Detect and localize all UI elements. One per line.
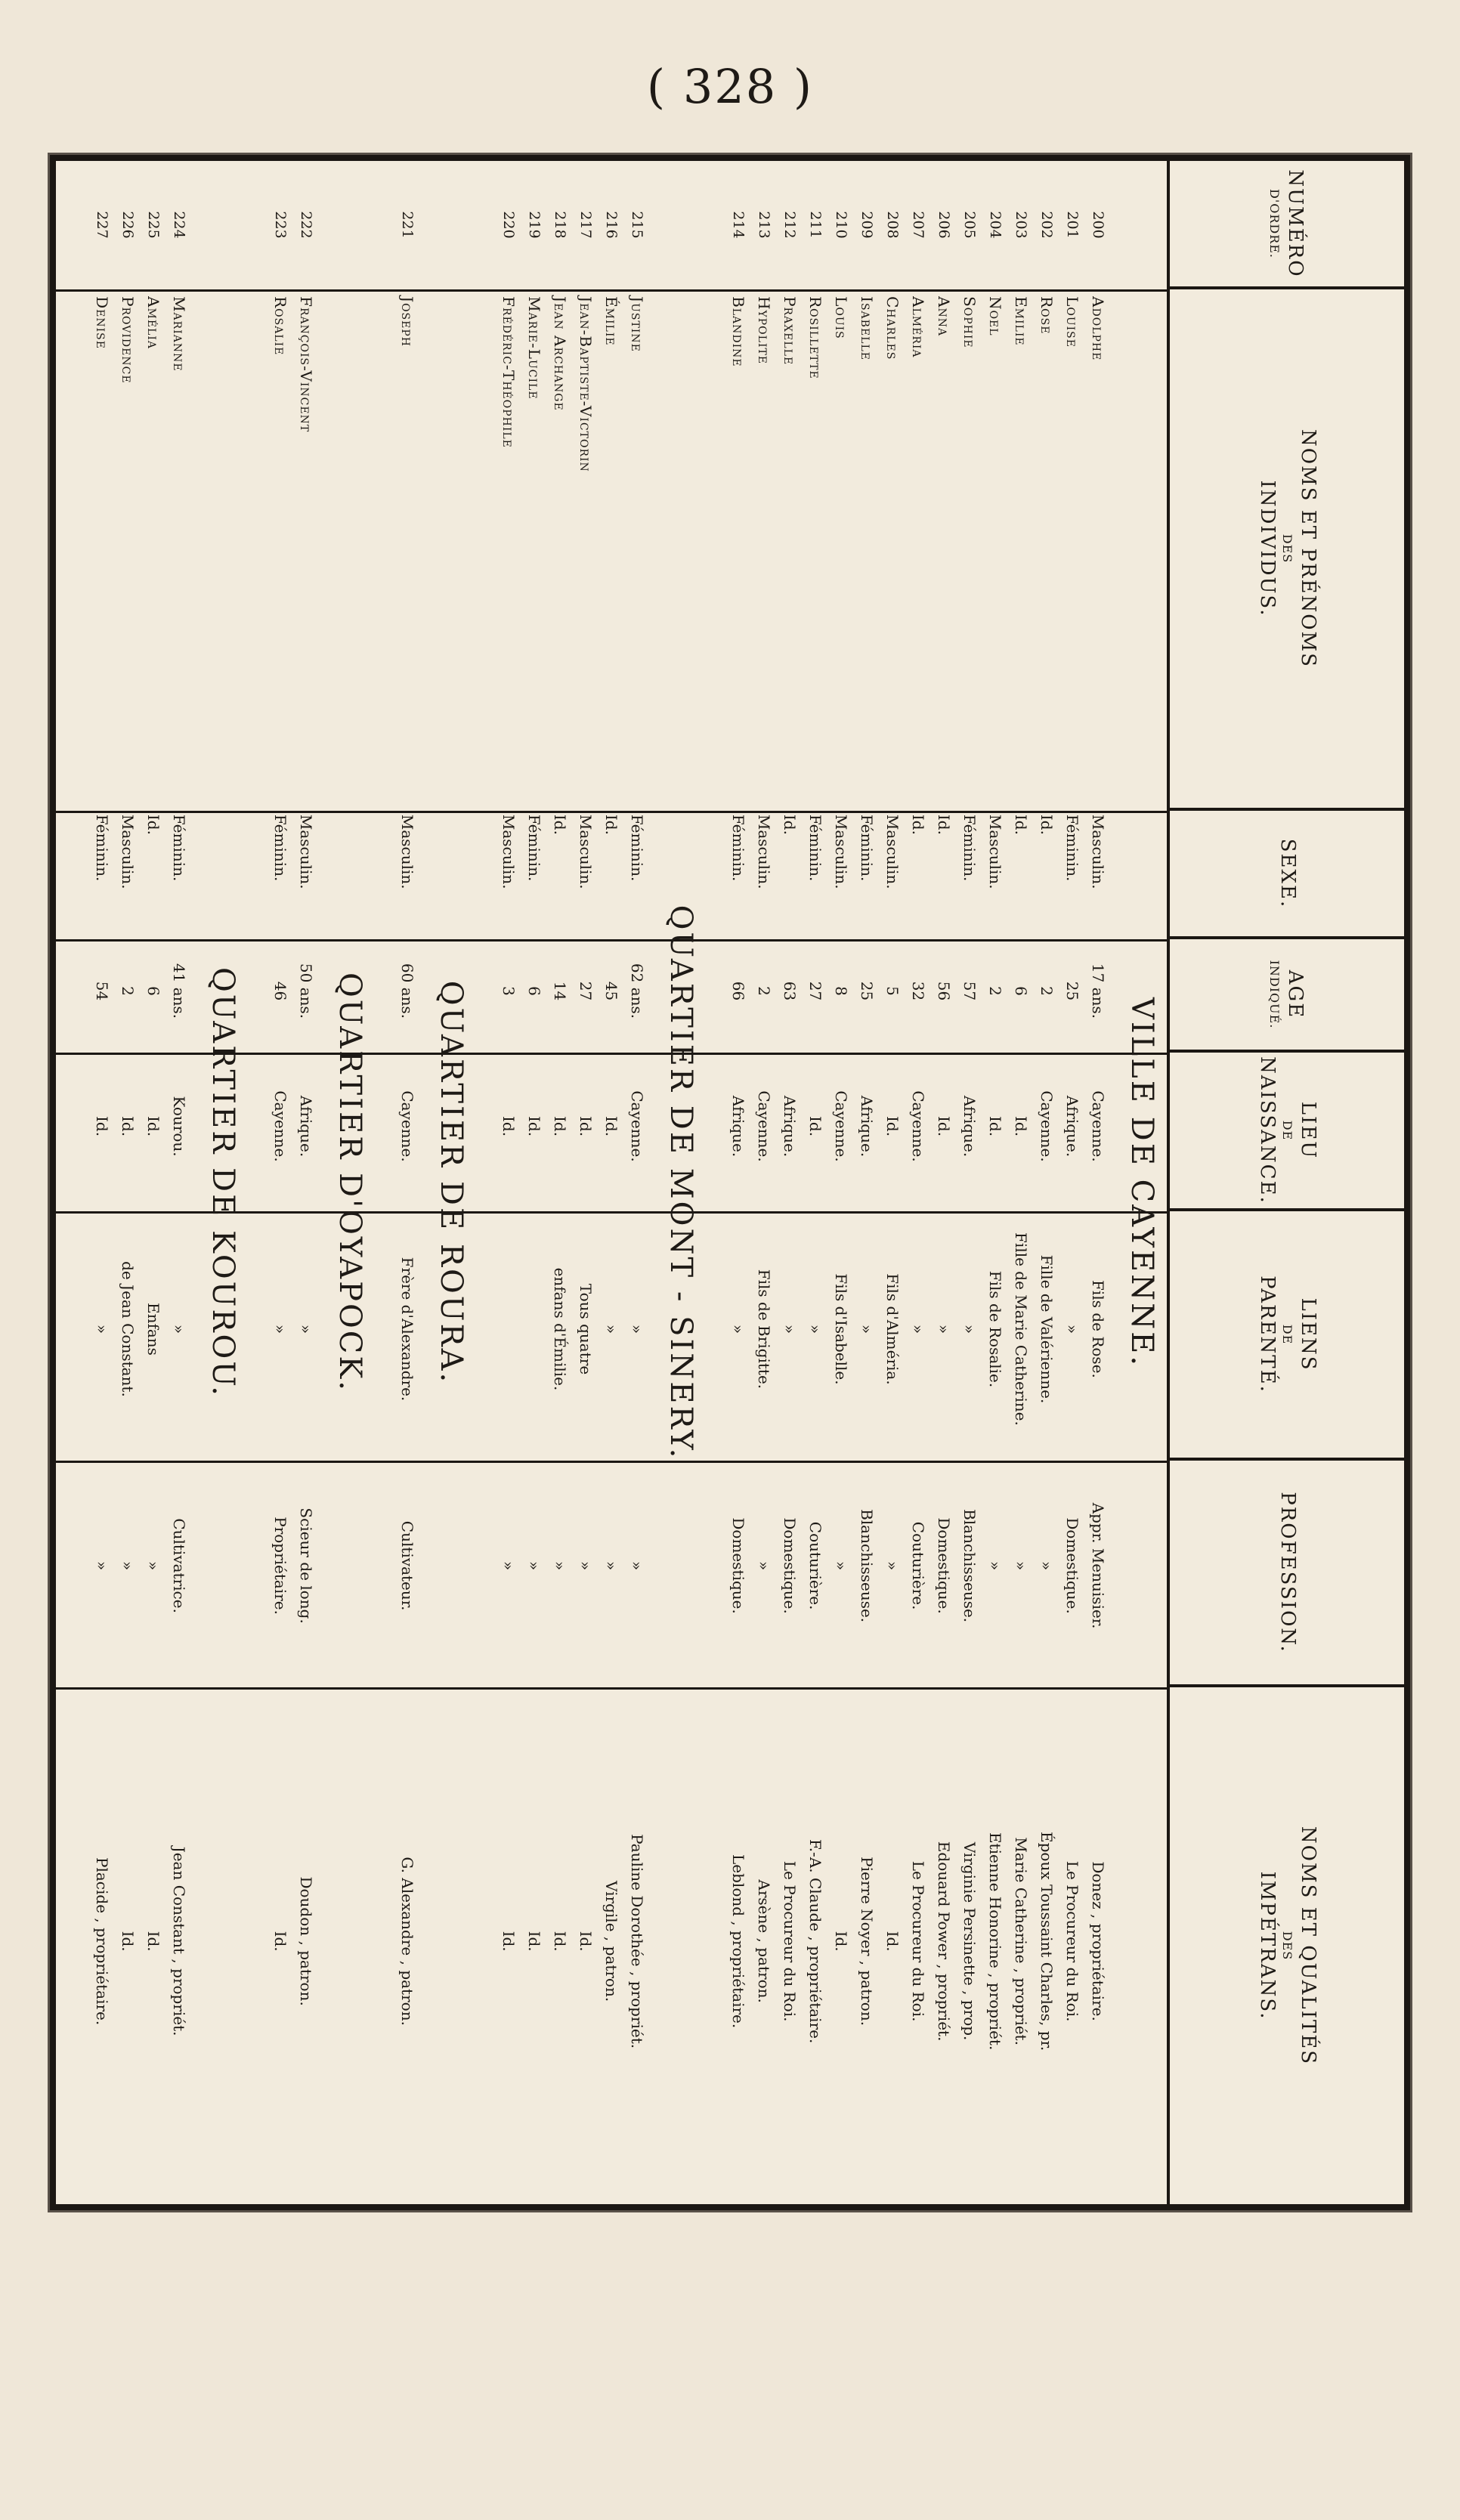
cell-impetrans: Pierre Noyer , patron. — [858, 1857, 876, 2027]
cell-liens: » — [806, 1324, 824, 1334]
cell-num: 220 — [500, 211, 517, 239]
cell-liens: Enfans — [144, 1302, 162, 1356]
header-liens-line1: LIENS — [1297, 1297, 1320, 1371]
table-row — [1034, 161, 1059, 2204]
cell-sexe: Masculin. — [119, 814, 137, 889]
cell-lieu: Cayenne. — [909, 1090, 927, 1162]
cell-name: Marie-Lucile — [525, 296, 543, 400]
cell-impetrans: Id. — [144, 1931, 162, 1952]
cell-name: Anna — [935, 296, 953, 337]
table-row — [905, 161, 931, 2204]
cell-age: 41 ans. — [170, 963, 188, 1019]
cell-name: Denise — [93, 296, 111, 349]
cell-age: 25 — [858, 981, 876, 1001]
cell-profession: Couturière. — [806, 1521, 824, 1610]
cell-liens: Fils de Brigitte. — [755, 1269, 773, 1390]
cell-impetrans: Le Procureur du Roi. — [781, 1860, 799, 2022]
cell-impetrans: G. Alexandre , patron. — [398, 1857, 416, 2026]
cell-impetrans: Id. — [883, 1931, 902, 1952]
cell-name: Marianne — [170, 296, 188, 372]
cell-liens: » — [960, 1324, 979, 1334]
cell-liens: » — [858, 1324, 876, 1334]
cell-liens: » — [628, 1324, 646, 1334]
section-title: QUARTIER DE ROURA. — [434, 980, 469, 1385]
cell-name: Providence — [119, 296, 137, 384]
section-title: QUARTIER DE KOUROU. — [206, 966, 240, 1399]
cell-name: Louis — [832, 296, 850, 339]
cell-profession: » — [1012, 1561, 1030, 1571]
cell-impetrans: Placide , propriétaire. — [93, 1857, 111, 2026]
cell-sexe: Masculin. — [398, 814, 416, 889]
cell-num: 210 — [833, 211, 849, 239]
header-lieu-line1: LIEU — [1297, 1101, 1320, 1160]
cell-lieu: Id. — [93, 1116, 111, 1137]
cell-liens: Fils d'Isabelle. — [832, 1273, 850, 1385]
cell-age: 50 ans. — [297, 963, 315, 1019]
section-title: QUARTIER D'OYAPOCK. — [333, 972, 367, 1393]
cell-name: Amélia — [144, 296, 162, 349]
cell-sexe: Masculin. — [986, 814, 1004, 889]
cell-num: 200 — [1090, 211, 1106, 239]
cell-liens: enfans d'Émilie. — [551, 1267, 569, 1391]
cell-age: 45 — [602, 981, 620, 1001]
header-age — [1170, 939, 1404, 1053]
table-row — [547, 161, 573, 2204]
cell-profession: Propriétaire. — [271, 1517, 289, 1615]
header-lieu-line2: DE — [1280, 1120, 1295, 1141]
cell-age: 56 — [935, 981, 953, 1001]
cell-lieu: Cayenne. — [1089, 1090, 1107, 1162]
table-body — [56, 161, 1167, 2204]
table-header — [1167, 161, 1404, 2204]
cell-sexe: Id. — [935, 814, 953, 835]
header-numero-line1: NUMÉRO — [1284, 169, 1307, 278]
cell-sexe: Masculin. — [832, 814, 850, 889]
cell-age: 8 — [832, 986, 850, 996]
cell-profession: Blanchisseuse. — [858, 1509, 876, 1623]
cell-num: 206 — [936, 211, 952, 239]
cell-impetrans: Leblond , propriétaire. — [729, 1854, 747, 2029]
cell-lieu: Cayenne. — [398, 1090, 416, 1162]
cell-num: 216 — [603, 211, 620, 239]
cell-name: Rosillette — [806, 296, 824, 379]
cell-sexe: Id. — [909, 814, 927, 835]
cell-lieu: Id. — [525, 1116, 543, 1137]
cell-profession: Domestique. — [1063, 1517, 1081, 1614]
table-row — [1085, 161, 1111, 2204]
cell-liens: » — [729, 1324, 747, 1334]
cell-lieu: Cayenne. — [271, 1090, 289, 1162]
table-row — [828, 161, 854, 2204]
cell-impetrans: Virginie Persinette , prop. — [960, 1841, 979, 2041]
cell-age: 14 — [551, 981, 569, 1001]
cell-num: 215 — [629, 211, 645, 239]
cell-age: 6 — [1012, 986, 1030, 996]
cell-sexe: Masculin. — [297, 814, 315, 889]
header-lieu-line3: NAISSANCE. — [1255, 1056, 1279, 1204]
cell-profession: » — [986, 1561, 1004, 1571]
cell-num: 208 — [884, 211, 901, 239]
table-row — [496, 161, 521, 2204]
cell-sexe: Féminin. — [271, 814, 289, 882]
cell-age: 2 — [1038, 986, 1056, 996]
cell-sexe: Masculin. — [500, 814, 518, 889]
cell-name: Alméria — [909, 296, 927, 358]
header-sexe-label: SEXE. — [1276, 838, 1299, 909]
cell-lieu: Id. — [986, 1116, 1004, 1137]
table-row — [394, 161, 420, 2204]
cell-lieu: Afrique. — [858, 1095, 876, 1158]
cell-name: François-Vincent — [297, 296, 315, 433]
cell-impetrans: Id. — [832, 1931, 850, 1952]
cell-lieu: Cayenne. — [832, 1090, 850, 1162]
cell-num: 225 — [145, 211, 162, 239]
cell-age: 32 — [909, 981, 927, 1001]
cell-lieu: Id. — [144, 1116, 162, 1137]
cell-age: 2 — [755, 986, 773, 996]
cell-sexe: Id. — [551, 814, 569, 835]
cell-num: 209 — [858, 211, 875, 239]
table-row — [751, 161, 777, 2204]
cell-profession: » — [755, 1561, 773, 1571]
table-row — [293, 161, 319, 2204]
header-impetrans-line1: NOMS ET QUALITÉS — [1297, 1826, 1320, 2066]
cell-age: 63 — [781, 981, 799, 1001]
cell-num: 223 — [272, 211, 289, 239]
cell-profession: » — [551, 1561, 569, 1571]
cell-name: Joseph — [398, 296, 416, 347]
cell-num: 226 — [119, 211, 136, 239]
cell-num: 207 — [910, 211, 926, 239]
cell-sexe: Féminin. — [628, 814, 646, 882]
table-row — [854, 161, 880, 2204]
cell-impetrans: Virgile , patron. — [602, 1881, 620, 2002]
cell-age: 2 — [119, 986, 137, 996]
cell-num: 201 — [1064, 211, 1081, 239]
cell-profession: Domestique. — [729, 1517, 747, 1614]
table-row — [725, 161, 751, 2204]
cell-profession: » — [1038, 1561, 1056, 1571]
cell-liens: » — [93, 1324, 111, 1334]
cell-impetrans: Id. — [551, 1931, 569, 1952]
header-numero-line2: D'ORDRE. — [1267, 188, 1282, 259]
cell-profession: Domestique. — [781, 1517, 799, 1614]
cell-num: 204 — [987, 211, 1004, 239]
cell-lieu: Cayenne. — [628, 1090, 646, 1162]
table-row — [89, 161, 115, 2204]
header-impetrans — [1170, 1687, 1404, 2204]
header-noms-line2: DES — [1280, 533, 1295, 564]
cell-impetrans: Le Procureur du Roi. — [1063, 1860, 1081, 2022]
cell-age: 57 — [960, 981, 979, 1001]
cell-impetrans: Doudon , patron. — [297, 1876, 315, 2006]
cell-sexe: Féminin. — [960, 814, 979, 882]
cell-age: 46 — [271, 981, 289, 1001]
cell-name: Frédéric-Théophile — [500, 296, 518, 448]
cell-liens: » — [935, 1324, 953, 1334]
cell-sexe: Féminin. — [1063, 814, 1081, 882]
cell-impetrans: Id. — [500, 1931, 518, 1952]
cell-profession: Cultivatrice. — [170, 1518, 188, 1613]
header-profession — [1170, 1461, 1404, 1687]
cell-name: Justine — [628, 296, 646, 352]
cell-liens: de Jean Constant. — [119, 1261, 137, 1397]
cell-num: 214 — [730, 211, 747, 239]
header-noms — [1170, 289, 1404, 811]
cell-impetrans: Etienne Honorine , propriét. — [986, 1832, 1004, 2051]
cell-sexe: Masculin. — [755, 814, 773, 889]
cell-impetrans: Id. — [271, 1931, 289, 1952]
cell-lieu: Id. — [119, 1116, 137, 1137]
table-row — [880, 161, 905, 2204]
cell-name: Blandine — [729, 296, 747, 367]
cell-impetrans: Edouard Power , propriét. — [935, 1841, 953, 2042]
cell-impetrans: Le Procureur du Roi. — [909, 1860, 927, 2022]
table-row — [573, 161, 599, 2204]
cell-profession: » — [93, 1561, 111, 1571]
cell-impetrans: Arsène , patron. — [755, 1879, 773, 2003]
cell-lieu: Kourou. — [170, 1096, 188, 1157]
cell-sexe: Féminin. — [93, 814, 111, 882]
cell-sexe: Id. — [602, 814, 620, 835]
cell-sexe: Féminin. — [170, 814, 188, 882]
cell-num: 212 — [781, 211, 798, 239]
cell-lieu: Afrique. — [297, 1095, 315, 1158]
cell-sexe: Féminin. — [525, 814, 543, 882]
cell-lieu: Cayenne. — [755, 1090, 773, 1162]
cell-name: Hypolite — [755, 296, 773, 365]
cell-num: 205 — [961, 211, 978, 239]
table-row — [115, 161, 141, 2204]
cell-profession: » — [577, 1561, 595, 1571]
cell-profession: Cultivateur. — [398, 1520, 416, 1611]
cell-impetrans: F.-A. Claude , propriétaire. — [806, 1838, 824, 2044]
cell-lieu: Id. — [602, 1116, 620, 1137]
cell-num: 213 — [756, 211, 772, 239]
cell-lieu: Afrique. — [1063, 1095, 1081, 1158]
header-age-line2: INDIQUÉ. — [1267, 960, 1282, 1029]
table-row — [1059, 161, 1085, 2204]
cell-age: 25 — [1063, 981, 1081, 1001]
cell-lieu: Id. — [577, 1116, 595, 1137]
section-title: QUARTIER DE MONT - SINERY. — [663, 904, 698, 1461]
cell-name: Jean Archange — [551, 296, 569, 411]
header-impetrans-line3: IMPÉTRANS. — [1255, 1871, 1279, 2021]
cell-sexe: Féminin. — [806, 814, 824, 882]
cell-liens: » — [909, 1324, 927, 1334]
cell-age: 17 ans. — [1089, 963, 1107, 1019]
cell-num: 218 — [552, 211, 568, 239]
cell-num: 224 — [171, 211, 187, 239]
cell-name: Isabelle — [858, 296, 876, 360]
cell-lieu: Id. — [935, 1116, 953, 1137]
cell-age: 27 — [577, 981, 595, 1001]
cell-num: 211 — [807, 211, 824, 239]
cell-liens: » — [297, 1324, 315, 1334]
cell-sexe: Id. — [1038, 814, 1056, 835]
cell-name: Louise — [1063, 296, 1081, 348]
cell-num: 222 — [298, 211, 314, 239]
cell-lieu: Id. — [1012, 1116, 1030, 1137]
cell-age: 60 ans. — [398, 963, 416, 1019]
cell-profession: Couturière. — [909, 1521, 927, 1610]
page-number: ( 328 ) — [646, 59, 814, 114]
cell-name: Praxelle — [781, 296, 799, 366]
cell-impetrans: Id. — [525, 1931, 543, 1952]
header-liens — [1170, 1211, 1404, 1461]
cell-profession: » — [628, 1561, 646, 1571]
cell-liens: Tous quatre — [577, 1283, 595, 1375]
cell-lieu: Id. — [806, 1116, 824, 1137]
cell-age: 66 — [729, 981, 747, 1001]
table-row — [803, 161, 828, 2204]
cell-profession: Scieur de long. — [297, 1507, 315, 1624]
cell-sexe: Id. — [144, 814, 162, 835]
cell-profession: » — [525, 1561, 543, 1571]
cell-impetrans: Id. — [577, 1931, 595, 1952]
table-row — [166, 161, 192, 2204]
table-row — [1008, 161, 1034, 2204]
cell-lieu: Id. — [883, 1116, 902, 1137]
header-noms-line1: NOMS ET PRÉNOMS — [1297, 429, 1320, 668]
cell-impetrans: Donez , propriétaire. — [1089, 1861, 1107, 2021]
table-row — [141, 161, 166, 2204]
cell-impetrans: Id. — [119, 1931, 137, 1952]
cell-sexe: Masculin. — [883, 814, 902, 889]
cell-age: 27 — [806, 981, 824, 1001]
cell-impetrans: Époux Toussaint Charles, pr. — [1038, 1832, 1056, 2052]
table-row — [599, 161, 624, 2204]
cell-profession: Domestique. — [935, 1517, 953, 1614]
cell-sexe: Féminin. — [858, 814, 876, 882]
cell-liens: » — [170, 1324, 188, 1334]
cell-lieu: Afrique. — [781, 1095, 799, 1158]
cell-impetrans: Jean Constant , propriét. — [170, 1846, 188, 2036]
section-title: VILLE DE CAYENNE. — [1124, 997, 1159, 1368]
cell-liens: Fils d'Alméria. — [883, 1273, 902, 1385]
cell-name: Jean-Baptiste-Victorin — [577, 296, 595, 472]
table-row — [777, 161, 803, 2204]
cell-liens: Fille de Valérienne. — [1038, 1254, 1056, 1404]
header-numero — [1170, 161, 1404, 289]
header-age-line1: AGE — [1284, 969, 1307, 1019]
table-row — [521, 161, 547, 2204]
cell-liens: Fille de Marie Catherine. — [1012, 1232, 1030, 1426]
cell-age: 62 ans. — [628, 963, 646, 1019]
cell-name: Sophie — [960, 296, 979, 348]
header-liens-line3: PARENTÉ. — [1255, 1275, 1279, 1393]
cell-num: 217 — [577, 211, 594, 239]
header-lieu — [1170, 1053, 1404, 1211]
header-impetrans-line2: DES — [1280, 1931, 1295, 1961]
header-noms-line3: INDIVIDUS. — [1255, 480, 1279, 617]
cell-num: 221 — [399, 211, 416, 239]
cell-lieu: Id. — [551, 1116, 569, 1137]
header-sexe — [1170, 811, 1404, 939]
cell-profession: » — [602, 1561, 620, 1571]
cell-liens: » — [781, 1324, 799, 1334]
cell-sexe: Id. — [781, 814, 799, 835]
table-row — [957, 161, 982, 2204]
cell-name: Émilie — [602, 296, 620, 346]
cell-sexe: Masculin. — [577, 814, 595, 889]
cell-name: Rosalie — [271, 296, 289, 356]
cell-num: 219 — [526, 211, 543, 239]
cell-name: Rose — [1038, 296, 1056, 335]
cell-sexe: Masculin. — [1089, 814, 1107, 889]
cell-profession: » — [119, 1561, 137, 1571]
cell-impetrans: Marie Catherine , propriét. — [1012, 1837, 1030, 2045]
header-liens-line2: DE — [1280, 1324, 1295, 1345]
cell-profession: » — [144, 1561, 162, 1571]
cell-profession: Appr. Menuisier. — [1089, 1502, 1107, 1629]
table-row — [931, 161, 957, 2204]
cell-liens: » — [271, 1324, 289, 1334]
register-table — [50, 155, 1410, 2210]
cell-name: Emilie — [1012, 296, 1030, 346]
cell-sexe: Féminin. — [729, 814, 747, 882]
cell-age: 2 — [986, 986, 1004, 996]
cell-name: Noel — [986, 296, 1004, 336]
cell-liens: Frère d'Alexandre. — [398, 1257, 416, 1402]
cell-age: 6 — [144, 986, 162, 996]
table-row — [624, 161, 650, 2204]
cell-liens: Fils de Rose. — [1089, 1280, 1107, 1378]
cell-profession: » — [883, 1561, 902, 1571]
cell-name: Charles — [883, 296, 902, 360]
cell-age: 6 — [525, 986, 543, 996]
cell-age: 3 — [500, 986, 518, 996]
table-row — [268, 161, 293, 2204]
cell-lieu: Id. — [500, 1116, 518, 1137]
cell-liens: » — [1063, 1324, 1081, 1334]
cell-profession: » — [832, 1561, 850, 1571]
cell-age: 54 — [93, 981, 111, 1001]
cell-liens: » — [602, 1324, 620, 1334]
cell-lieu: Cayenne. — [1038, 1090, 1056, 1162]
table-row — [982, 161, 1008, 2204]
cell-impetrans: Pauline Dorothée , propriét. — [628, 1834, 646, 2049]
cell-name: Adolphe — [1089, 296, 1107, 361]
header-profession-label: PROFESSION. — [1276, 1492, 1299, 1653]
cell-num: 202 — [1038, 211, 1055, 239]
cell-num: 203 — [1013, 211, 1029, 239]
cell-liens: Fils de Rosalie. — [986, 1270, 1004, 1388]
cell-age: 5 — [883, 986, 902, 996]
cell-profession: Blanchisseuse. — [960, 1509, 979, 1623]
cell-sexe: Id. — [1012, 814, 1030, 835]
cell-lieu: Afrique. — [960, 1095, 979, 1158]
cell-profession: » — [500, 1561, 518, 1571]
cell-lieu: Afrique. — [729, 1095, 747, 1158]
cell-num: 227 — [94, 211, 110, 239]
